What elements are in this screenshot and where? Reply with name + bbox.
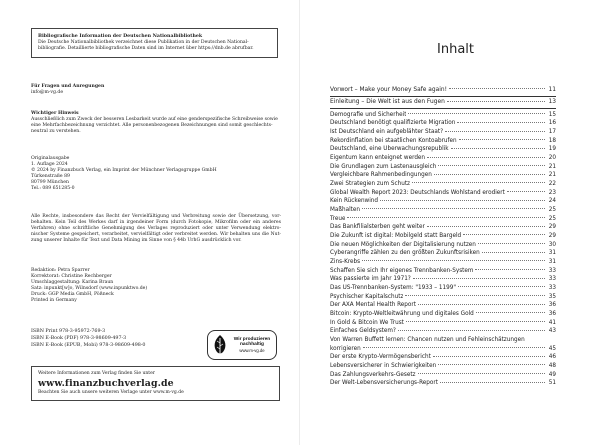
- badge-text: [232, 337, 272, 354]
- toc-page-number: 49: [548, 371, 556, 378]
- toc-page-number: 15: [548, 111, 556, 118]
- toc-leader-dots: [445, 131, 545, 132]
- edition-line: 1. Auflage 2024: [31, 162, 68, 168]
- toc-entry[interactable]: [330, 145, 556, 154]
- toc-entry[interactable]: [330, 336, 556, 345]
- toc-entry[interactable]: [330, 319, 556, 328]
- toc-entry-title: Das Zahlungsverkehrs-Gesetz: [330, 371, 416, 378]
- toc-page-number: 16: [548, 120, 556, 127]
- toc-entry-title: Ist Deutschland ein aufgeblähter Staat?: [330, 129, 444, 136]
- toc-leader-dots: [478, 243, 545, 244]
- toc-leader-dots: [362, 260, 545, 261]
- badge-url: www.m-vg.de: [239, 347, 265, 353]
- toc-entry[interactable]: [330, 267, 556, 276]
- toc-page-number: 51: [548, 380, 556, 387]
- toc-entry-title: Die Grundlagen zum Lastenausgleich: [330, 163, 437, 170]
- toc-leader-dots: [447, 101, 545, 102]
- notice-heading: Wichtiger Hinweis: [31, 111, 79, 116]
- isbn-line: ISBN Print 978-3-95972-769-3: [31, 329, 106, 334]
- toc-leader-dots: [451, 148, 545, 149]
- biblio-title: Bibliografische Information der Deutschen Nationalbibliothek: [38, 34, 203, 39]
- toc-page-number: 21: [548, 172, 556, 179]
- toc-entry[interactable]: [330, 327, 556, 336]
- toc-page-number: 22: [548, 181, 556, 188]
- toc-page-number: 33: [548, 267, 556, 274]
- toc-entry[interactable]: [330, 98, 556, 107]
- isbn-line: ISBN E-Book (EPUB, Mobi) 978-3-98609-498-0: [31, 343, 146, 349]
- toc-entry-title: Die neuen Möglichkeiten der Digitalisierung nutzen: [330, 241, 476, 248]
- isbn-block: [31, 328, 145, 350]
- toc-page-number: 23: [548, 189, 556, 196]
- toc-leader-dots: [405, 295, 545, 296]
- toc-leader-dots: [433, 356, 545, 357]
- toc-page-number: 25: [548, 207, 556, 214]
- toc-leader-dots: [380, 200, 545, 201]
- bibliographic-info-box: [31, 28, 278, 58]
- toc-entry[interactable]: [330, 180, 556, 189]
- toc-entry[interactable]: [330, 362, 556, 371]
- credit-line: Umschlaggestaltung: Karina Braun: [31, 280, 114, 286]
- edition-line: Türkenstraße 89: [31, 174, 70, 180]
- biblio-text: Die Deutsche Nationalbibliothek verzeichnet diese Publikation in der Deutschen National-bibliografie. Detaillierte bibliografische Daten sind im Internet über https://dnb.de abrufbar.: [38, 40, 254, 51]
- toc-entry[interactable]: [330, 275, 556, 284]
- edition-line: © 2024 by Finanzbuch Verlag, ein Imprint der Münchner Verlagsgruppe GmbH: [31, 168, 217, 174]
- toc-leader-dots: [476, 312, 545, 313]
- toc-entry[interactable]: [330, 293, 556, 302]
- toc-entry-title: Lebensversicherer in Schwierigkeiten: [330, 362, 437, 369]
- edition-block: [31, 156, 281, 193]
- toc-page-number: 41: [548, 319, 556, 326]
- toc-entry-title: Demografie und Sicherheit: [330, 111, 407, 118]
- toc-page-number: 31: [548, 258, 556, 265]
- toc-entry-title: Die Zukunft ist digital: Mobilgeld statt Bargeld: [330, 233, 462, 239]
- toc-leader-dots: [347, 217, 545, 218]
- toc-entry-title: Maßhalten: [330, 207, 360, 214]
- toc-entry-title: Einfaches Geldsystem?: [330, 328, 396, 335]
- toc-page-number: 36: [548, 310, 556, 317]
- toc-leader-dots: [438, 165, 545, 166]
- toc-entry[interactable]: [330, 223, 556, 232]
- credit-line: Satz: inpunkt[w]o, Wilnsdorf (www.inpunktwo.de): [31, 286, 148, 292]
- toc-page-number: 21: [548, 163, 556, 170]
- toc-entry[interactable]: [330, 111, 556, 120]
- toc-leader-dots: [459, 139, 545, 140]
- toc-page-number: 30: [548, 241, 556, 248]
- toc-leader-dots: [507, 191, 545, 192]
- toc-leader-dots: [408, 113, 545, 114]
- toc-leader-dots: [458, 286, 545, 287]
- toc-entry-title: Was passierte im Jahr 1971?: [330, 276, 411, 283]
- toc-page-number: 29: [548, 233, 556, 239]
- toc-entry[interactable]: [330, 249, 556, 258]
- toc-entry[interactable]: [330, 137, 556, 146]
- toc-page-number: 25: [548, 215, 556, 222]
- toc-page-number: 48: [548, 362, 556, 369]
- toc-entry[interactable]: [330, 301, 556, 310]
- notice-text: Ausschließlich zum Zweck der besseren Lesbarkeit wurde auf eine genderspezifische Schreibweise sowie eine Mehrfachbezeichnung verzichtet. Alle personenbezogenen Bezeichnungen sind somit geschlechts-neutral zu verstehen.: [31, 117, 278, 135]
- toc-entry[interactable]: [330, 171, 556, 180]
- toc-entry-title: Deutschland, eine Überwachungsrepublik: [330, 146, 449, 153]
- toc-page-number: 13: [548, 99, 556, 106]
- toc-leader-dots: [482, 252, 545, 253]
- info-line: Weitere Informationen zum Verlag finden Sie unter: [38, 371, 155, 376]
- contact-heading: Für Fragen und Anregungen: [31, 84, 105, 89]
- info-line: Beachten Sie auch unsere weiteren Verlage unter www.m-vg.de: [38, 390, 184, 395]
- toc-separator: [330, 108, 556, 109]
- toc-page-number: 35: [548, 293, 556, 300]
- toc-page-number: 24: [548, 198, 556, 205]
- edition-line: Tel.: 089 651285-0: [31, 186, 75, 192]
- toc-leader-dots: [438, 364, 545, 365]
- toc-page-number: 33: [548, 284, 556, 291]
- toc-entry-title: Der AXA Mental Health Report: [330, 302, 416, 309]
- toc-entry[interactable]: [330, 215, 556, 224]
- toc-page-number: 18: [548, 137, 556, 144]
- edition-line: 80799 München: [31, 180, 69, 186]
- toc-separator: [330, 96, 556, 97]
- toc-entry-title: Vorwort – Make your Money Safe again!: [330, 86, 447, 93]
- toc-entry[interactable]: [330, 258, 556, 267]
- toc-entry-title: Vergleichbare Rahmenbedingungen: [330, 172, 432, 179]
- leaf-icon: [212, 334, 228, 356]
- toc-entry[interactable]: [330, 345, 556, 354]
- toc-entry-title: Treue: [330, 215, 346, 222]
- toc-entry-title: Psychischer Kapitalschutz: [330, 293, 404, 300]
- isbn-line: ISBN E-Book (PDF) 978-3-98609-497-3: [31, 336, 127, 342]
- credit-line: Druck: GGP Media GmbH, Pößneck: [31, 292, 114, 298]
- credit-line: Printed in Germany: [31, 298, 77, 304]
- toc-leader-dots: [475, 269, 545, 270]
- toc-page-number: 19: [548, 146, 556, 153]
- toc-leader-dots: [427, 226, 545, 227]
- toc-entry[interactable]: [330, 206, 556, 215]
- toc-entry-title: Zwei Strategien zum Schutz: [330, 181, 411, 188]
- toc-page-number: 33: [548, 276, 556, 283]
- toc-entry-title: Global Wealth Report 2023: Deutschlands Wohlstand erodiert: [330, 189, 505, 196]
- toc-entry[interactable]: [330, 86, 556, 95]
- toc-page-number: 17: [548, 129, 556, 136]
- toc-page-number: 46: [548, 354, 556, 361]
- badge-line: nachhaltig: [240, 342, 264, 348]
- toc-page-number: 20: [548, 155, 556, 162]
- toc-entry-title: Cyberangriffe zählen zu den größten Zukunftsrisiken: [330, 250, 480, 257]
- toc-page-number: 31: [548, 250, 556, 257]
- rights-block: [31, 214, 281, 244]
- toc-entry-title: Das US-Trennbanken-System: "1933 – 1199": [330, 284, 457, 291]
- toc-entry-title: Das Bankfilialsterben geht weiter: [330, 224, 425, 231]
- toc-entry[interactable]: [330, 128, 556, 137]
- notice-block: [31, 111, 281, 135]
- toc-entry-title: Rekordinflation bei staatlichen Kontoabrufen: [330, 137, 457, 144]
- toc-page-number: 45: [548, 345, 556, 352]
- toc-entry[interactable]: [330, 379, 556, 388]
- credit-line: Redaktion: Petra Sparrer: [31, 268, 90, 273]
- rights-text: Alle Rechte, insbesondere das Recht der Vervielfältigung und Verbreitung sowie der Übersetzung, vor-behalten. Kein Teil des Werkes darf in irgendeiner Form (durch Fotokopie, Mikrofilm oder ein anderes Verfahren) ohne schriftliche Genehmigung des Verlages reproduziert oder unter Verwendung elektro-nischer Systeme gespeichert, verarbeitet, vervielfältigt oder verbreitet werden. Wir behalten uns die Nut-zung unserer Inhalte für Text und Data Mining im Sinne von § 44b UrhG ausdrücklich vor.: [31, 214, 281, 244]
- toc-entry-title: Einleitung – Die Welt ist aus den Fugen: [330, 99, 445, 106]
- toc-entry-title: Der erste Krypto-Vermögensbericht: [330, 354, 431, 361]
- credit-line: Korrektorat: Christine Rechberger: [31, 274, 112, 280]
- toc-leader-dots: [449, 88, 545, 89]
- toc-entry-title: Deutschland benötigt qualifizierte Migration: [330, 120, 456, 127]
- toc-entry-title: korrigieren: [330, 345, 361, 352]
- toc-entry[interactable]: [330, 284, 556, 293]
- toc-page-number: 29: [548, 224, 556, 231]
- toc-entry[interactable]: [330, 241, 556, 250]
- toc-entry[interactable]: [330, 119, 556, 128]
- toc-entry-title: Kein Rückenwind: [330, 198, 379, 205]
- toc-page-number: 36: [548, 302, 556, 309]
- toc-leader-dots: [463, 234, 545, 235]
- toc-entry-title: In Gold & Bitcoin We Trust: [330, 319, 404, 326]
- toc-entry-title: Der Welt-Lebensversicherungs-Report: [330, 380, 438, 387]
- badge-line: Wir produzieren: [233, 336, 271, 342]
- toc-entry-title: Zins-Krebs: [330, 258, 361, 265]
- toc-entry[interactable]: [330, 189, 556, 198]
- toc-entry-title: Von Warren Buffett lernen: Chancen nutzen und Fehleinschätzungen: [330, 336, 525, 343]
- toc-leader-dots: [363, 347, 545, 348]
- toc-leader-dots: [362, 208, 545, 209]
- toc-leader-dots: [398, 330, 545, 331]
- toc-entry[interactable]: [330, 232, 556, 241]
- toc-entry-title: Schaffen Sie sich Ihr eigenes Trennbanken-System: [330, 267, 474, 274]
- toc-entry[interactable]: [330, 197, 556, 206]
- toc-entry-title: Bitcoin: Krypto-Weltleitwährung und digitales Gold: [330, 310, 474, 317]
- contents-title: Inhalt: [437, 42, 474, 57]
- publisher-info-box: [31, 366, 280, 401]
- toc-leader-dots: [418, 304, 545, 305]
- toc-leader-dots: [427, 157, 545, 158]
- edition-line: Originalausgabe: [31, 156, 70, 161]
- toc-leader-dots: [406, 321, 545, 322]
- toc-page-number: 11: [548, 86, 556, 93]
- toc-entry[interactable]: [330, 154, 556, 163]
- toc-entry-title: Eigentum kann enteignet werden: [330, 155, 426, 162]
- contact-email: info@m-vg.de: [31, 90, 64, 96]
- toc-entry[interactable]: [330, 310, 556, 319]
- toc-leader-dots: [418, 373, 545, 374]
- toc-leader-dots: [413, 278, 545, 279]
- publisher-url[interactable]: www.finanzbuchverlag.de: [38, 378, 174, 389]
- toc-leader-dots: [440, 382, 545, 383]
- credits-block: [31, 268, 281, 305]
- contact-block: [31, 84, 281, 96]
- sustainability-badge: [207, 330, 277, 360]
- toc-entry[interactable]: [330, 353, 556, 362]
- toc-leader-dots: [412, 182, 545, 183]
- table-of-contents: [330, 82, 556, 388]
- toc-leader-dots: [434, 174, 545, 175]
- toc-entry[interactable]: [330, 371, 556, 380]
- toc-entry[interactable]: [330, 163, 556, 172]
- toc-page-number: 43: [548, 328, 556, 335]
- toc-leader-dots: [457, 122, 545, 123]
